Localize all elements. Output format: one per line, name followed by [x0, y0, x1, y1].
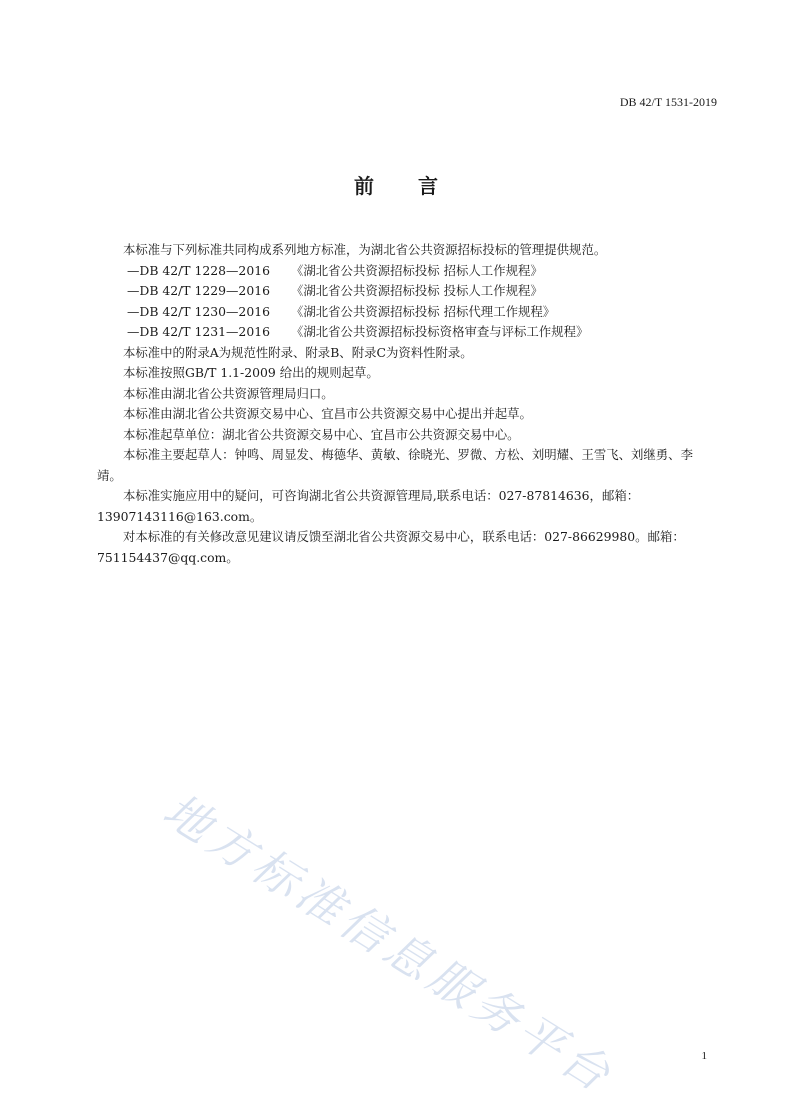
rules-paragraph: 本标准按照GB/T 1.1-2009 给出的规则起草。: [123, 365, 379, 380]
title-char-1: 前: [354, 174, 374, 198]
related-standard-item: [97, 281, 717, 302]
related-standard-code: —DB 42/T 1229—2016: [127, 283, 270, 298]
related-standard-item: [97, 322, 717, 343]
page-number: 1: [701, 1050, 707, 1062]
related-standard-name: 《湖北省公共资源招标投标资格审查与评标工作规程》: [291, 324, 589, 339]
title-char-2: 言: [418, 174, 438, 198]
related-standard-name: 《湖北省公共资源招标投标 招标代理工作规程》: [291, 303, 556, 319]
feedback-paragraph: 对本标准的有关修改意见建议请反馈至湖北省公共资源交易中心，联系电话：027-86629980。邮箱：751154437@qq.com。: [97, 529, 685, 565]
related-standard-name: 《湖北省公共资源招标投标 招标人工作规程》: [291, 262, 543, 278]
owner-paragraph: 本标准由湖北省公共资源管理局归口。: [123, 385, 334, 401]
related-standard-name: 《湖北省公共资源招标投标 投标人工作规程》: [291, 283, 543, 298]
related-standard-item: [97, 261, 717, 282]
preface-body: [97, 240, 717, 568]
proposer-paragraph: 本标准由湖北省公共资源交易中心、宜昌市公共资源交易中心提出并起草。: [123, 406, 532, 421]
related-standard-code: —DB 42/T 1228—2016: [127, 262, 270, 278]
inquiry-paragraph: 本标准实施应用中的疑问，可咨询湖北省公共资源管理局,联系电话：027-87814636，邮箱：13907143116@163.com。: [97, 488, 640, 524]
authors-paragraph: 本标准主要起草人：钟鸣、周显发、梅德华、黄敏、徐晓光、罗微、方松、刘明耀、王雪飞、刘继勇、李靖。: [97, 447, 693, 483]
appendix-paragraph: 本标准中的附录A为规范性附录、附录B、附录C为资料性附录。: [123, 344, 473, 360]
related-standard-code: —DB 42/T 1231—2016: [127, 324, 270, 339]
intro-paragraph: 本标准与下列标准共同构成系列地方标准，为湖北省公共资源招标投标的管理提供规范。: [123, 242, 607, 257]
page-title: [0, 170, 792, 199]
watermark: 地方标准信息服务平台: [154, 782, 624, 1104]
standard-code: DB 42/T 1531-2019: [619, 95, 717, 109]
drafting-units-paragraph: 本标准起草单位：湖北省公共资源交易中心、宜昌市公共资源交易中心。: [123, 426, 520, 442]
related-standard-code: —DB 42/T 1230—2016: [127, 303, 270, 319]
related-standard-item: [97, 302, 717, 323]
